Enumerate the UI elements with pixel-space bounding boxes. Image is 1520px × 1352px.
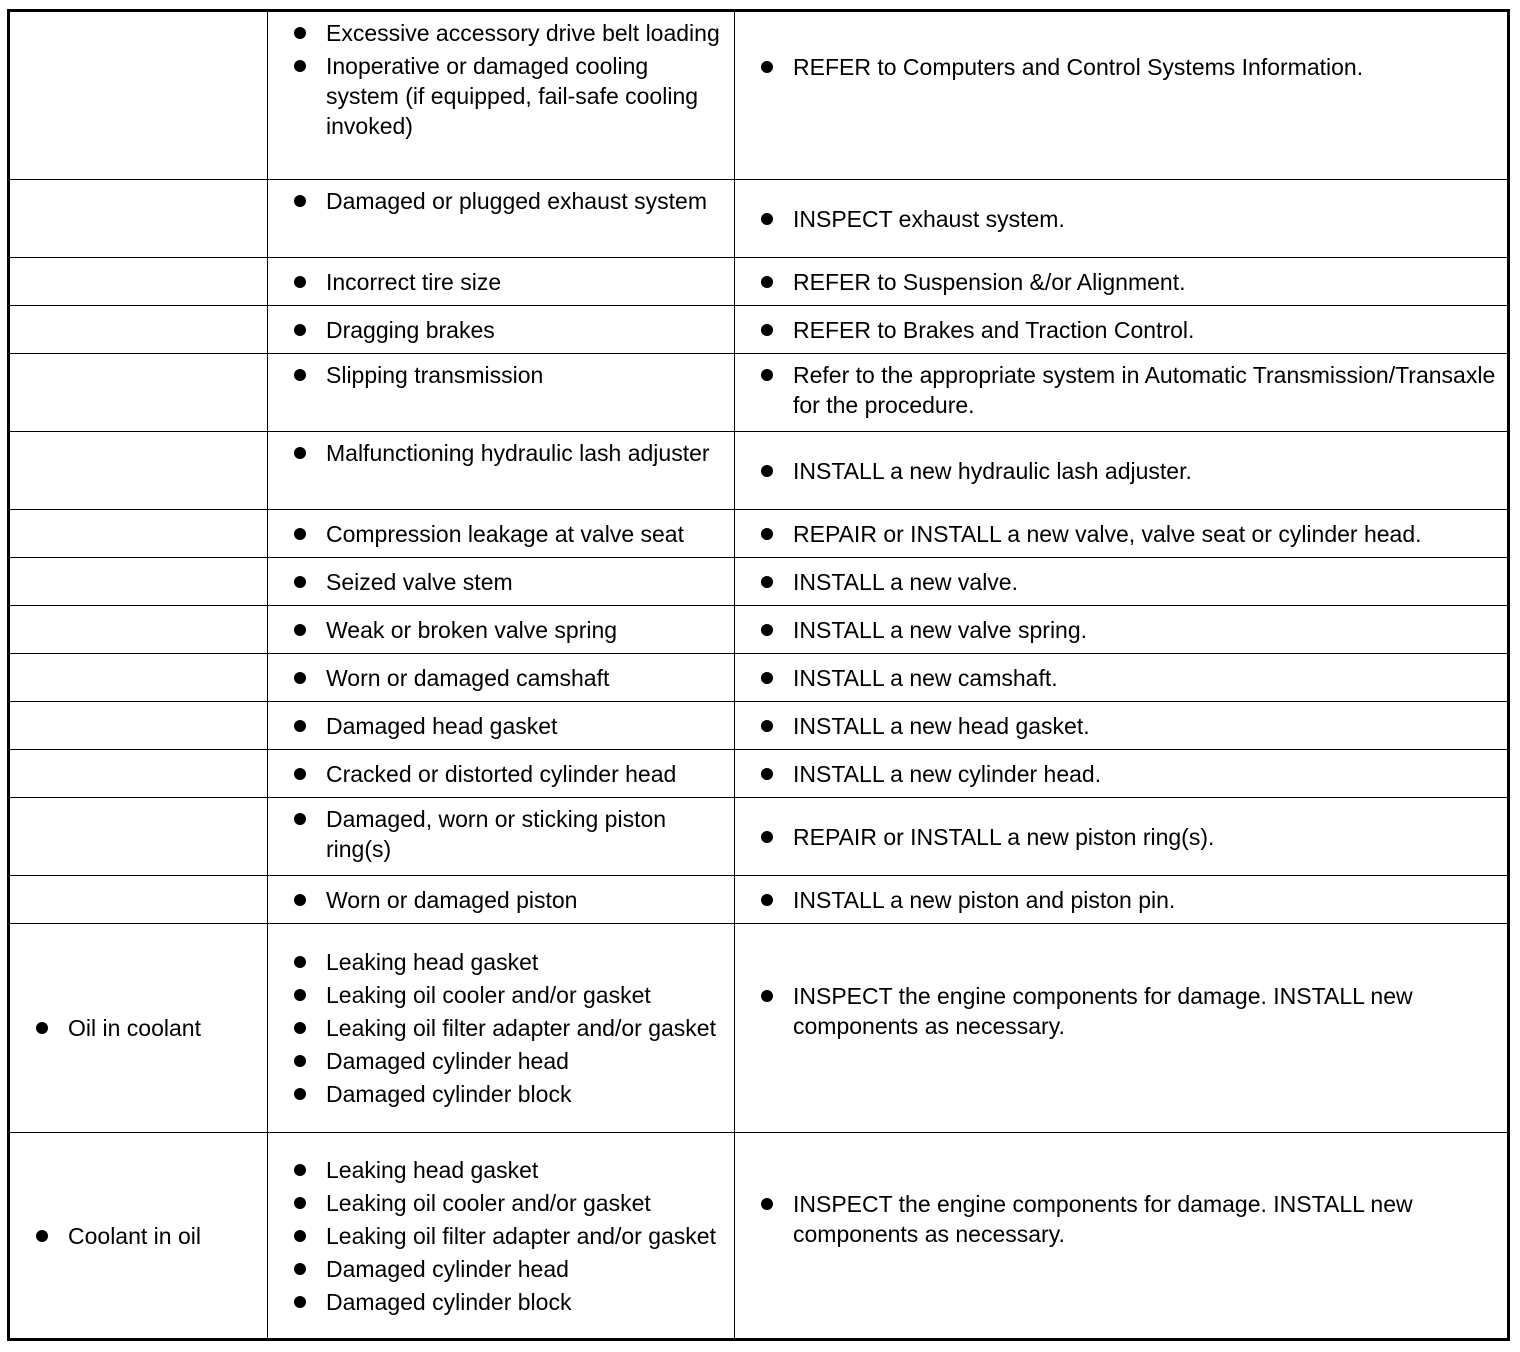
table-row bbox=[9, 432, 1509, 510]
table-row bbox=[9, 750, 1509, 798]
action-list bbox=[761, 759, 1497, 789]
cause-cell bbox=[268, 798, 735, 876]
cause-list bbox=[294, 18, 726, 141]
cause-cell bbox=[268, 1133, 735, 1340]
action-item: REFER to Brakes and Traction Control. bbox=[761, 315, 1497, 345]
action-list bbox=[761, 456, 1497, 486]
table-row bbox=[9, 354, 1509, 432]
table-row bbox=[9, 798, 1509, 876]
table-row bbox=[9, 654, 1509, 702]
cause-item: Leaking head gasket bbox=[294, 1155, 726, 1185]
cause-item: Damaged cylinder block bbox=[294, 1287, 726, 1317]
condition-cell bbox=[9, 180, 268, 258]
condition-cell bbox=[9, 1133, 268, 1340]
cause-list bbox=[294, 711, 726, 741]
cause-list bbox=[294, 186, 726, 216]
action-item: REPAIR or INSTALL a new valve, valve seat or cylinder head. bbox=[761, 519, 1497, 549]
action-list bbox=[761, 52, 1497, 82]
action-list bbox=[761, 615, 1497, 645]
cause-cell bbox=[268, 180, 735, 258]
action-item: INSTALL a new head gasket. bbox=[761, 711, 1497, 741]
cause-list bbox=[294, 438, 726, 468]
cause-list bbox=[294, 804, 726, 864]
cause-item: Leaking oil cooler and/or gasket bbox=[294, 980, 726, 1010]
action-item: REPAIR or INSTALL a new piston ring(s). bbox=[761, 822, 1497, 852]
condition-cell bbox=[9, 354, 268, 432]
condition-cell bbox=[9, 750, 268, 798]
cause-cell bbox=[268, 654, 735, 702]
cause-cell bbox=[268, 306, 735, 354]
cause-item: Compression leakage at valve seat bbox=[294, 519, 726, 549]
table-row bbox=[9, 306, 1509, 354]
action-list bbox=[761, 360, 1497, 420]
cause-item: Damaged cylinder block bbox=[294, 1079, 726, 1109]
table-row bbox=[9, 924, 1509, 1133]
cause-cell bbox=[268, 558, 735, 606]
cause-cell bbox=[268, 702, 735, 750]
condition-cell bbox=[9, 11, 268, 180]
cause-item: Damaged head gasket bbox=[294, 711, 726, 741]
action-list bbox=[761, 885, 1497, 915]
action-cell bbox=[735, 306, 1509, 354]
cause-item: Leaking oil filter adapter and/or gasket bbox=[294, 1221, 726, 1251]
cause-item: Malfunctioning hydraulic lash adjuster bbox=[294, 438, 726, 468]
action-list bbox=[761, 981, 1497, 1041]
action-list bbox=[761, 519, 1497, 549]
cause-list bbox=[294, 360, 726, 390]
condition-cell bbox=[9, 702, 268, 750]
table-row bbox=[9, 1133, 1509, 1340]
action-cell bbox=[735, 876, 1509, 924]
cause-list bbox=[294, 267, 726, 297]
condition-cell bbox=[9, 798, 268, 876]
action-cell bbox=[735, 432, 1509, 510]
cause-item: Cracked or distorted cylinder head bbox=[294, 759, 726, 789]
condition-item: Coolant in oil bbox=[36, 1221, 259, 1251]
action-item: REFER to Computers and Control Systems Information. bbox=[761, 52, 1497, 82]
cause-cell bbox=[268, 606, 735, 654]
action-item: INSTALL a new valve. bbox=[761, 567, 1497, 597]
condition-cell bbox=[9, 510, 268, 558]
cause-cell bbox=[268, 750, 735, 798]
cause-item: Damaged or plugged exhaust system bbox=[294, 186, 726, 216]
table-row bbox=[9, 258, 1509, 306]
table-row bbox=[9, 558, 1509, 606]
condition-item: Oil in coolant bbox=[36, 1013, 259, 1043]
action-list bbox=[761, 711, 1497, 741]
cause-item: Seized valve stem bbox=[294, 567, 726, 597]
condition-cell bbox=[9, 258, 268, 306]
action-cell bbox=[735, 258, 1509, 306]
cause-cell bbox=[268, 432, 735, 510]
diagnosis-table bbox=[7, 9, 1510, 1341]
action-item: INSTALL a new hydraulic lash adjuster. bbox=[761, 456, 1497, 486]
cause-cell bbox=[268, 354, 735, 432]
action-cell bbox=[735, 180, 1509, 258]
action-cell bbox=[735, 558, 1509, 606]
action-cell bbox=[735, 1133, 1509, 1340]
action-item: INSTALL a new valve spring. bbox=[761, 615, 1497, 645]
cause-cell bbox=[268, 258, 735, 306]
cause-cell bbox=[268, 924, 735, 1133]
condition-cell bbox=[9, 876, 268, 924]
condition-cell bbox=[9, 654, 268, 702]
action-list bbox=[761, 267, 1497, 297]
condition-cell bbox=[9, 606, 268, 654]
table-row bbox=[9, 180, 1509, 258]
condition-cell bbox=[9, 924, 268, 1133]
cause-list bbox=[294, 1155, 726, 1317]
action-cell bbox=[735, 11, 1509, 180]
action-cell bbox=[735, 750, 1509, 798]
cause-item: Incorrect tire size bbox=[294, 267, 726, 297]
cause-cell bbox=[268, 876, 735, 924]
table-row bbox=[9, 606, 1509, 654]
diagnosis-table-body bbox=[9, 11, 1509, 1340]
cause-item: Slipping transmission bbox=[294, 360, 726, 390]
cause-list bbox=[294, 759, 726, 789]
table-row bbox=[9, 11, 1509, 180]
cause-item: Damaged cylinder head bbox=[294, 1046, 726, 1076]
condition-list bbox=[36, 1013, 259, 1043]
cause-item: Damaged cylinder head bbox=[294, 1254, 726, 1284]
action-item: Refer to the appropriate system in Automatic Transmission/Transaxle for the procedure. bbox=[761, 360, 1497, 420]
cause-cell bbox=[268, 510, 735, 558]
cause-item: Worn or damaged piston bbox=[294, 885, 726, 915]
action-list bbox=[761, 204, 1497, 234]
table-row bbox=[9, 510, 1509, 558]
condition-list bbox=[36, 1221, 259, 1251]
cause-item: Inoperative or damaged cooling system (if equipped, fail-safe cooling invoked) bbox=[294, 51, 726, 141]
action-item: INSPECT the engine components for damage. INSTALL new components as necessary. bbox=[761, 1189, 1497, 1249]
cause-item: Leaking head gasket bbox=[294, 947, 726, 977]
action-list bbox=[761, 567, 1497, 597]
action-cell bbox=[735, 606, 1509, 654]
cause-list bbox=[294, 885, 726, 915]
cause-item: Damaged, worn or sticking piston ring(s) bbox=[294, 804, 726, 864]
cause-item: Weak or broken valve spring bbox=[294, 615, 726, 645]
action-item: REFER to Suspension &/or Alignment. bbox=[761, 267, 1497, 297]
cause-item: Worn or damaged camshaft bbox=[294, 663, 726, 693]
action-cell bbox=[735, 654, 1509, 702]
cause-list bbox=[294, 567, 726, 597]
cause-list bbox=[294, 947, 726, 1109]
action-cell bbox=[735, 798, 1509, 876]
table-row bbox=[9, 876, 1509, 924]
action-item: INSPECT the engine components for damage. INSTALL new components as necessary. bbox=[761, 981, 1497, 1041]
action-cell bbox=[735, 702, 1509, 750]
action-item: INSTALL a new cylinder head. bbox=[761, 759, 1497, 789]
cause-item: Leaking oil filter adapter and/or gasket bbox=[294, 1013, 726, 1043]
action-cell bbox=[735, 510, 1509, 558]
action-list bbox=[761, 663, 1497, 693]
action-item: INSTALL a new camshaft. bbox=[761, 663, 1497, 693]
action-item: INSTALL a new piston and piston pin. bbox=[761, 885, 1497, 915]
cause-list bbox=[294, 519, 726, 549]
condition-cell bbox=[9, 306, 268, 354]
action-list bbox=[761, 315, 1497, 345]
cause-cell bbox=[268, 11, 735, 180]
cause-item: Leaking oil cooler and/or gasket bbox=[294, 1188, 726, 1218]
action-cell bbox=[735, 924, 1509, 1133]
cause-list bbox=[294, 315, 726, 345]
action-list bbox=[761, 1189, 1497, 1249]
action-list bbox=[761, 822, 1497, 852]
cause-list bbox=[294, 615, 726, 645]
action-item: INSPECT exhaust system. bbox=[761, 204, 1497, 234]
cause-list bbox=[294, 663, 726, 693]
cause-item: Dragging brakes bbox=[294, 315, 726, 345]
action-cell bbox=[735, 354, 1509, 432]
condition-cell bbox=[9, 558, 268, 606]
table-row bbox=[9, 702, 1509, 750]
condition-cell bbox=[9, 432, 268, 510]
cause-item: Excessive accessory drive belt loading bbox=[294, 18, 726, 48]
